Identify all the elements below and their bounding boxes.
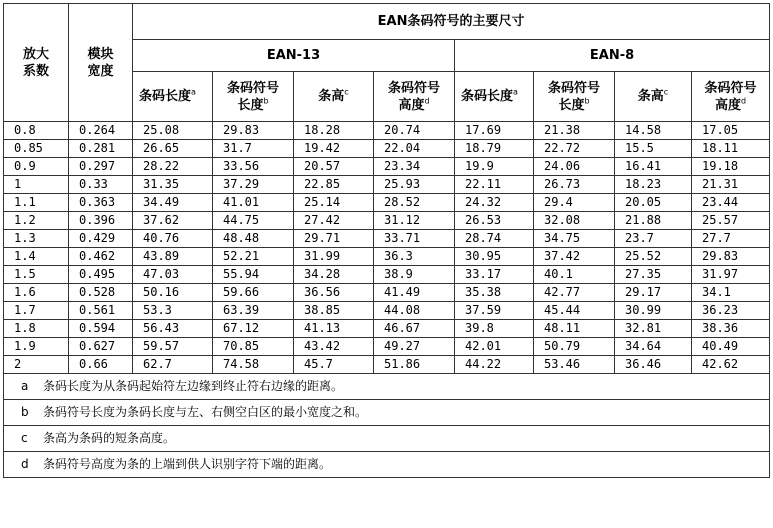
table-cell: 36.56 xyxy=(294,284,374,302)
table-cell: 19.9 xyxy=(455,158,534,176)
table-cell: 30.95 xyxy=(455,248,534,266)
table-cell: 34.64 xyxy=(615,338,692,356)
table-title: EAN条码符号的主要尺寸 xyxy=(133,4,770,40)
ean-dimensions-table xyxy=(3,3,770,478)
table-cell: 0.297 xyxy=(69,158,133,176)
footnote-text: 条码符号长度为条码长度与左、右侧空白区的最小宽度之和。 xyxy=(43,405,368,419)
footnote-letter: a xyxy=(21,379,29,393)
table-cell: 52.21 xyxy=(213,248,294,266)
footnote-letter: b xyxy=(21,405,29,419)
table-cell: 32.08 xyxy=(534,212,615,230)
table-cell: 48.11 xyxy=(534,320,615,338)
table-row xyxy=(4,356,770,374)
table-cell: 31.99 xyxy=(294,248,374,266)
table-cell: 30.99 xyxy=(615,302,692,320)
table-cell: 23.34 xyxy=(374,158,455,176)
table-cell: 29.83 xyxy=(692,248,770,266)
table-cell: 29.17 xyxy=(615,284,692,302)
table-cell: 1.9 xyxy=(4,338,69,356)
table-row xyxy=(4,320,770,338)
table-cell: 22.11 xyxy=(455,176,534,194)
table-cell: 14.58 xyxy=(615,122,692,140)
table-cell: 1.4 xyxy=(4,248,69,266)
table-cell: 0.396 xyxy=(69,212,133,230)
table-cell: 0.429 xyxy=(69,230,133,248)
table-cell: 59.66 xyxy=(213,284,294,302)
table-cell: 56.43 xyxy=(133,320,213,338)
table-body xyxy=(4,122,770,374)
table-cell: 1.6 xyxy=(4,284,69,302)
footnote-row xyxy=(4,400,770,426)
table-cell: 41.49 xyxy=(374,284,455,302)
footnote-row xyxy=(4,374,770,400)
table-cell: 29.71 xyxy=(294,230,374,248)
table-cell: 45.7 xyxy=(294,356,374,374)
table-cell: 16.41 xyxy=(615,158,692,176)
footnote xyxy=(4,452,770,478)
table-row xyxy=(4,212,770,230)
footnote-text: 条高为条码的短条高度。 xyxy=(43,431,176,445)
table-cell: 36.46 xyxy=(615,356,692,374)
table-cell: 25.57 xyxy=(692,212,770,230)
table-cell: 44.75 xyxy=(213,212,294,230)
table-cell: 45.44 xyxy=(534,302,615,320)
table-cell: 63.39 xyxy=(213,302,294,320)
table-cell: 0.363 xyxy=(69,194,133,212)
table-cell: 32.81 xyxy=(615,320,692,338)
table-cell: 34.49 xyxy=(133,194,213,212)
table-row xyxy=(4,122,770,140)
table-notes xyxy=(4,374,770,478)
table-cell: 17.05 xyxy=(692,122,770,140)
table-cell: 25.93 xyxy=(374,176,455,194)
table-cell: 67.12 xyxy=(213,320,294,338)
table-row xyxy=(4,338,770,356)
table-cell: 20.57 xyxy=(294,158,374,176)
table-cell: 23.7 xyxy=(615,230,692,248)
footnote-letter: d xyxy=(21,457,29,471)
table-cell: 33.71 xyxy=(374,230,455,248)
table-cell: 20.74 xyxy=(374,122,455,140)
header-ean13-bar-length: 条码长度$^a$ xyxy=(133,72,213,122)
table-cell: 53.46 xyxy=(534,356,615,374)
table-cell: 33.17 xyxy=(455,266,534,284)
table-cell: 0.528 xyxy=(69,284,133,302)
table-cell: 44.08 xyxy=(374,302,455,320)
table-cell: 18.11 xyxy=(692,140,770,158)
table-cell: 49.27 xyxy=(374,338,455,356)
table-cell: 0.594 xyxy=(69,320,133,338)
footnote-row xyxy=(4,426,770,452)
table-cell: 0.8 xyxy=(4,122,69,140)
table-cell: 21.31 xyxy=(692,176,770,194)
table-cell: 1.7 xyxy=(4,302,69,320)
header-magnification-factor: 放大 系数 xyxy=(4,4,69,122)
table-cell: 0.264 xyxy=(69,122,133,140)
header-ean8-bar-height: 条高$^c$ xyxy=(615,72,692,122)
footnote-row xyxy=(4,452,770,478)
footnote-text: 条码长度为从条码起始符左边缘到终止符右边缘的距离。 xyxy=(43,379,344,393)
table-cell: 34.75 xyxy=(534,230,615,248)
table-cell: 25.14 xyxy=(294,194,374,212)
header-ean13-bar-height: 条高$^c$ xyxy=(294,72,374,122)
table-cell: 41.13 xyxy=(294,320,374,338)
table-cell: 26.73 xyxy=(534,176,615,194)
table-cell: 50.79 xyxy=(534,338,615,356)
table-row xyxy=(4,140,770,158)
table-cell: 28.74 xyxy=(455,230,534,248)
table-cell: 37.59 xyxy=(455,302,534,320)
table-cell: 24.32 xyxy=(455,194,534,212)
table-row xyxy=(4,194,770,212)
table-cell: 37.62 xyxy=(133,212,213,230)
table-cell: 48.48 xyxy=(213,230,294,248)
table-cell: 37.42 xyxy=(534,248,615,266)
table-cell: 21.38 xyxy=(534,122,615,140)
table-cell: 31.35 xyxy=(133,176,213,194)
table-cell: 27.42 xyxy=(294,212,374,230)
table-cell: 22.72 xyxy=(534,140,615,158)
header-group-ean13: EAN-13 xyxy=(133,40,455,72)
footnote xyxy=(4,374,770,400)
table-cell: 34.1 xyxy=(692,284,770,302)
table-cell: 0.627 xyxy=(69,338,133,356)
table-cell: 42.01 xyxy=(455,338,534,356)
table-cell: 42.62 xyxy=(692,356,770,374)
table-cell: 38.85 xyxy=(294,302,374,320)
table-cell: 25.52 xyxy=(615,248,692,266)
table-cell: 44.22 xyxy=(455,356,534,374)
table-cell: 74.58 xyxy=(213,356,294,374)
table-cell: 1 xyxy=(4,176,69,194)
table-row xyxy=(4,158,770,176)
table-cell: 1.5 xyxy=(4,266,69,284)
table-cell: 1.2 xyxy=(4,212,69,230)
table-cell: 31.97 xyxy=(692,266,770,284)
table-cell: 26.53 xyxy=(455,212,534,230)
table-cell: 59.57 xyxy=(133,338,213,356)
header-group-ean8: EAN-8 xyxy=(455,40,770,72)
table-cell: 31.7 xyxy=(213,140,294,158)
table-cell: 55.94 xyxy=(213,266,294,284)
header-ean13-symbol-length: 条码符号 长度$^b$ xyxy=(213,72,294,122)
table-row xyxy=(4,266,770,284)
header-ean8-bar-length: 条码长度$^a$ xyxy=(455,72,534,122)
table-cell: 53.3 xyxy=(133,302,213,320)
table-cell: 1.3 xyxy=(4,230,69,248)
table-cell: 50.16 xyxy=(133,284,213,302)
table-row xyxy=(4,248,770,266)
table-cell: 37.29 xyxy=(213,176,294,194)
table-cell: 2 xyxy=(4,356,69,374)
table-cell: 36.3 xyxy=(374,248,455,266)
table-cell: 21.88 xyxy=(615,212,692,230)
table-cell: 0.462 xyxy=(69,248,133,266)
table-cell: 42.77 xyxy=(534,284,615,302)
table-cell: 36.23 xyxy=(692,302,770,320)
table-cell: 1.1 xyxy=(4,194,69,212)
table-cell: 38.36 xyxy=(692,320,770,338)
table-cell: 24.06 xyxy=(534,158,615,176)
header-ean8-symbol-length: 条码符号 长度$^b$ xyxy=(534,72,615,122)
table-cell: 22.04 xyxy=(374,140,455,158)
footnote-letter: c xyxy=(21,431,28,445)
footnote xyxy=(4,400,770,426)
table-cell: 27.35 xyxy=(615,266,692,284)
table-cell: 23.44 xyxy=(692,194,770,212)
footnote-text: 条码符号高度为条的上端到供人识别字符下端的距离。 xyxy=(43,457,332,471)
table-cell: 0.281 xyxy=(69,140,133,158)
table-row xyxy=(4,176,770,194)
table-cell: 34.28 xyxy=(294,266,374,284)
table-cell: 0.66 xyxy=(69,356,133,374)
table-cell: 40.1 xyxy=(534,266,615,284)
table-cell: 18.23 xyxy=(615,176,692,194)
table-row xyxy=(4,284,770,302)
table-cell: 43.89 xyxy=(133,248,213,266)
table-cell: 46.67 xyxy=(374,320,455,338)
table-cell: 25.08 xyxy=(133,122,213,140)
table-row xyxy=(4,230,770,248)
table-container xyxy=(3,3,770,478)
table-cell: 29.83 xyxy=(213,122,294,140)
table-cell: 41.01 xyxy=(213,194,294,212)
table-cell: 1.8 xyxy=(4,320,69,338)
footnote xyxy=(4,426,770,452)
table-cell: 43.42 xyxy=(294,338,374,356)
header-ean8-symbol-height: 条码符号 高度$^d$ xyxy=(692,72,770,122)
table-cell: 51.86 xyxy=(374,356,455,374)
table-cell: 47.03 xyxy=(133,266,213,284)
table-cell: 26.65 xyxy=(133,140,213,158)
table-cell: 28.22 xyxy=(133,158,213,176)
table-cell: 0.561 xyxy=(69,302,133,320)
table-cell: 40.49 xyxy=(692,338,770,356)
table-cell: 15.5 xyxy=(615,140,692,158)
table-cell: 39.8 xyxy=(455,320,534,338)
table-cell: 28.52 xyxy=(374,194,455,212)
table-cell: 19.42 xyxy=(294,140,374,158)
header-module-width: 模块 宽度 xyxy=(69,4,133,122)
table-cell: 22.85 xyxy=(294,176,374,194)
table-cell: 0.33 xyxy=(69,176,133,194)
table-cell: 40.76 xyxy=(133,230,213,248)
table-cell: 18.79 xyxy=(455,140,534,158)
table-cell: 62.7 xyxy=(133,356,213,374)
table-cell: 38.9 xyxy=(374,266,455,284)
header-ean13-symbol-height: 条码符号 高度$^d$ xyxy=(374,72,455,122)
table-cell: 0.495 xyxy=(69,266,133,284)
table-cell: 33.56 xyxy=(213,158,294,176)
table-cell: 70.85 xyxy=(213,338,294,356)
table-cell: 19.18 xyxy=(692,158,770,176)
table-cell: 27.7 xyxy=(692,230,770,248)
table-cell: 0.85 xyxy=(4,140,69,158)
table-cell: 35.38 xyxy=(455,284,534,302)
table-cell: 0.9 xyxy=(4,158,69,176)
table-row xyxy=(4,302,770,320)
table-cell: 20.05 xyxy=(615,194,692,212)
table-cell: 17.69 xyxy=(455,122,534,140)
table-cell: 31.12 xyxy=(374,212,455,230)
table-cell: 18.28 xyxy=(294,122,374,140)
table-cell: 29.4 xyxy=(534,194,615,212)
